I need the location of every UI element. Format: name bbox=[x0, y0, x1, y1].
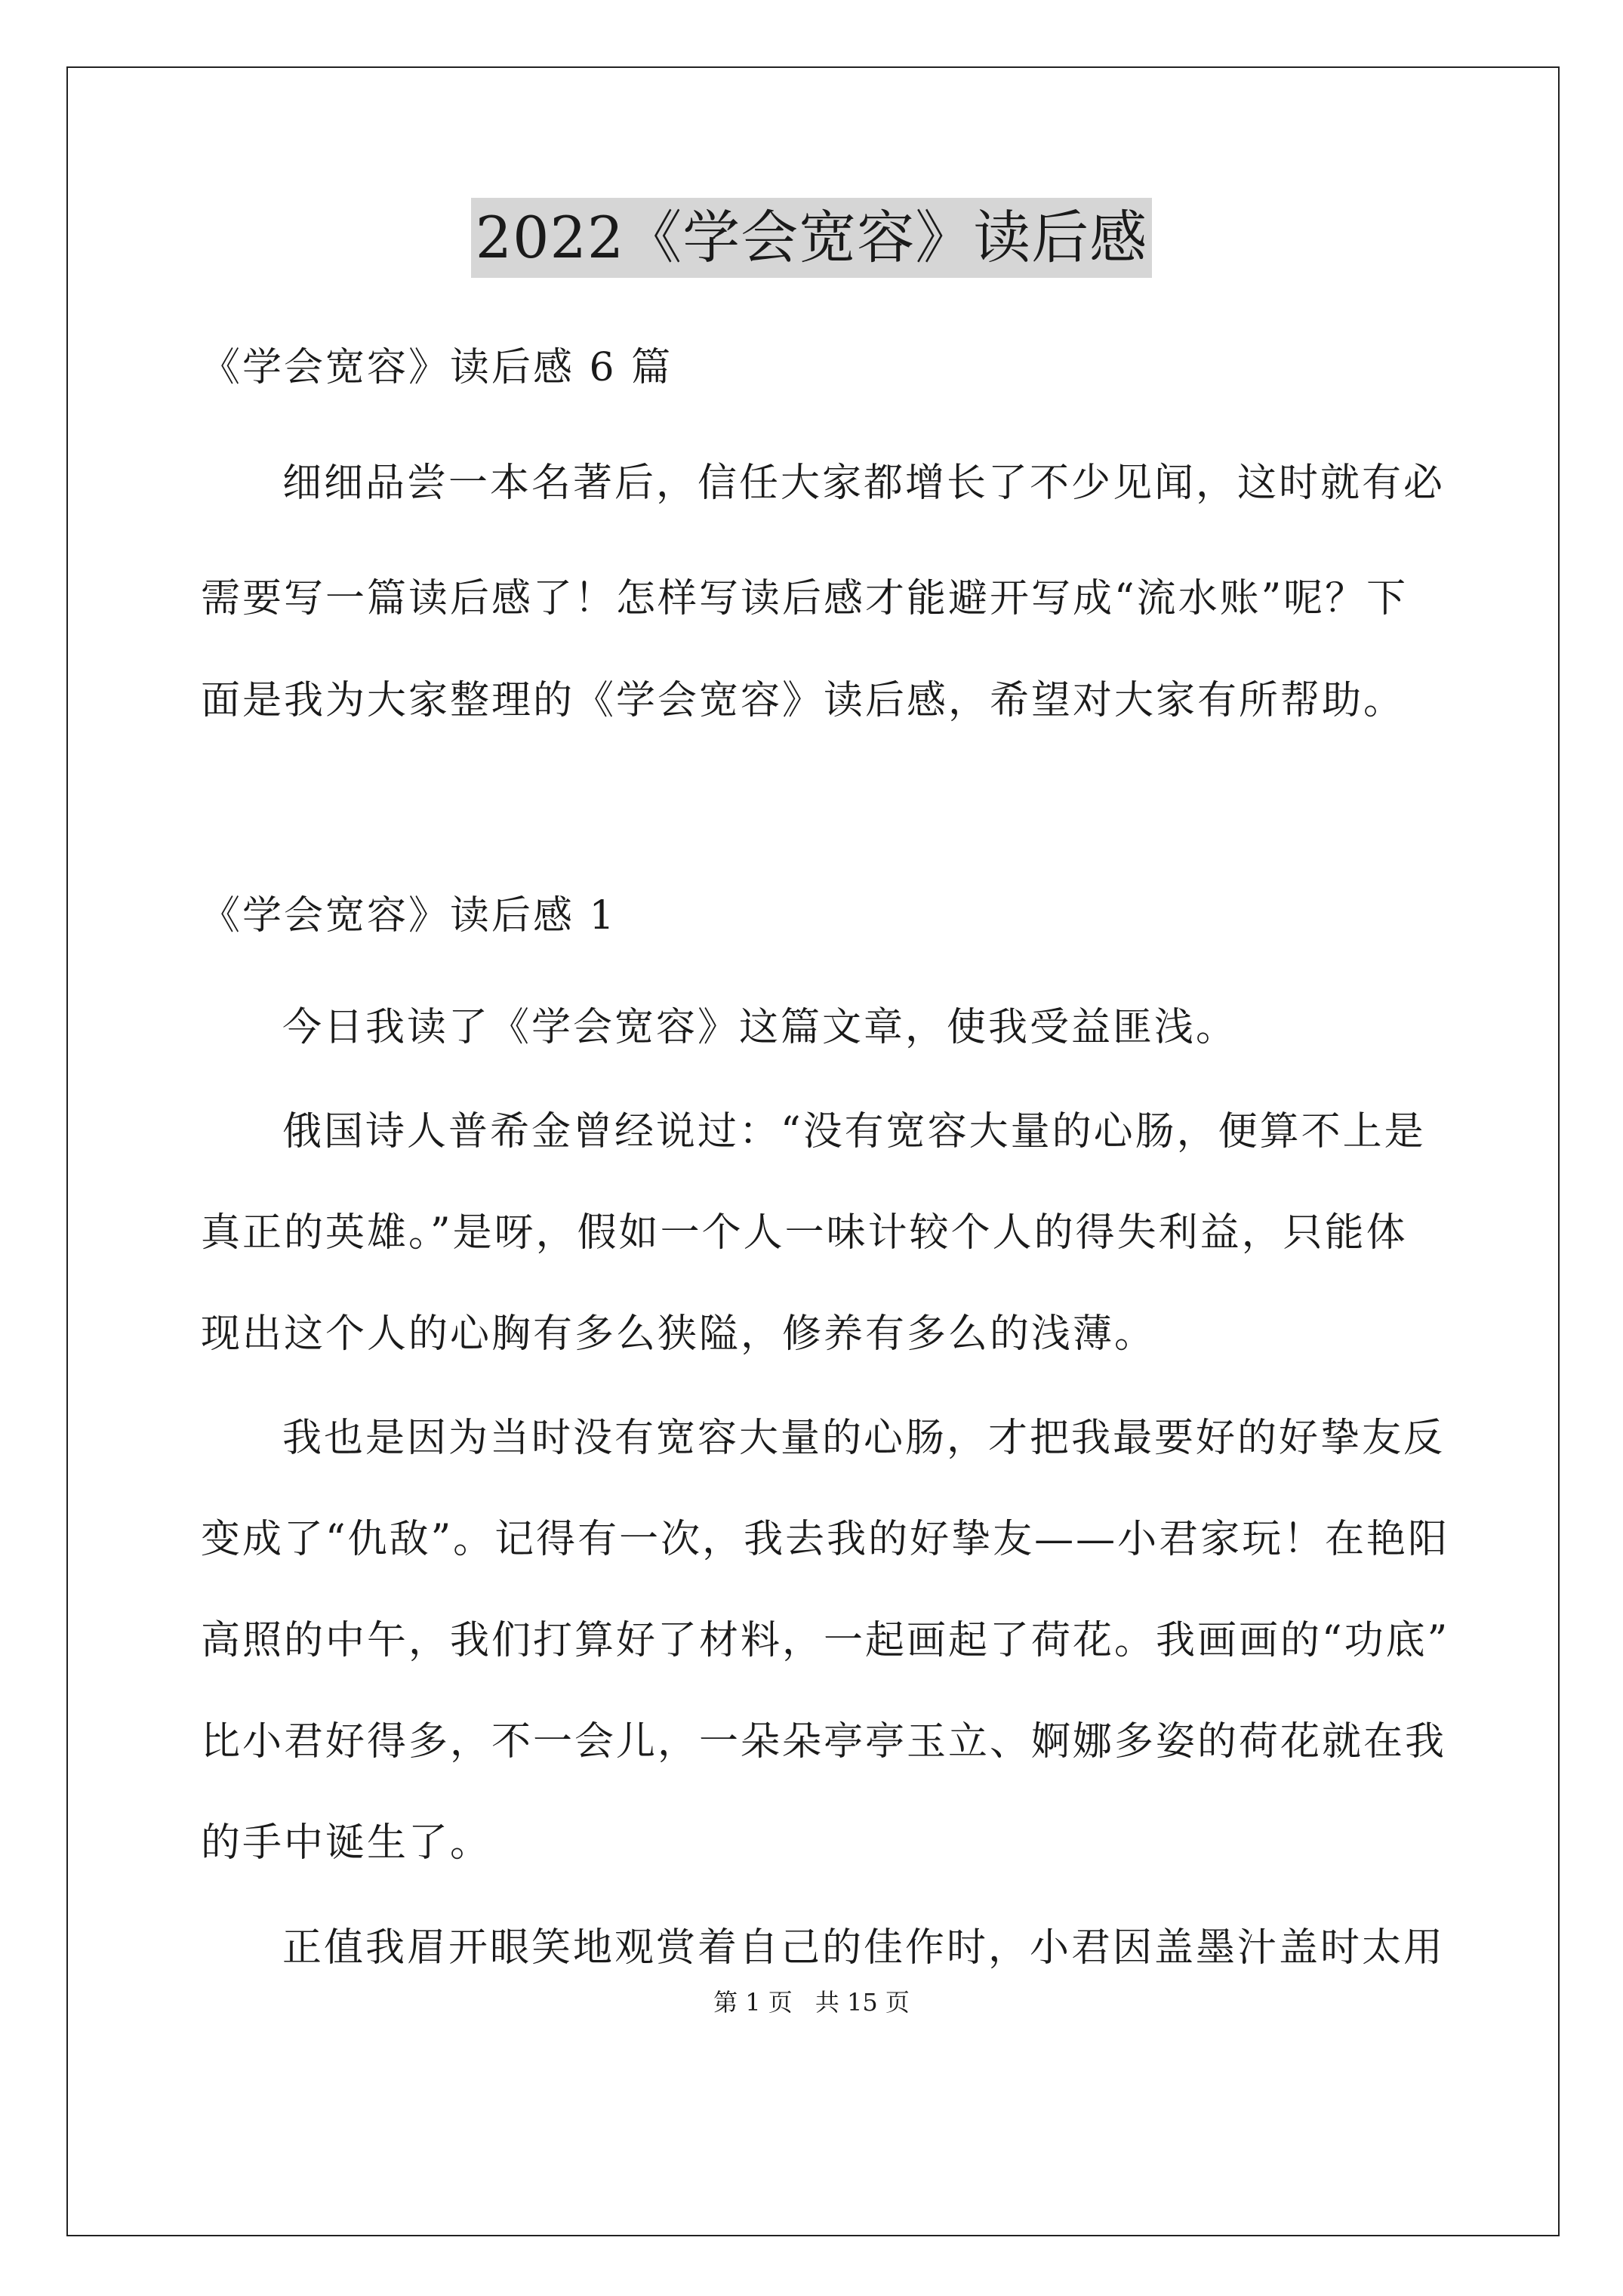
page-footer bbox=[0, 1987, 1623, 2017]
page-total: 共 15 页 bbox=[815, 1988, 910, 2017]
page-number: 第 1 页 bbox=[713, 1988, 793, 2017]
paragraph-line: 比小君好得多，不一会儿，一朵朵亭亭玉立、婀娜多姿的荷花就在我 bbox=[201, 1719, 1447, 1764]
paragraph-line: 面是我为大家整理的《学会宽容》读后感，希望对大家有所帮助。 bbox=[201, 678, 1406, 723]
document-title: 2022《学会宽容》读后感 bbox=[471, 198, 1152, 278]
paragraph-line: 我也是因为当时没有宽容大量的心肠，才把我最要好的好挚友反 bbox=[282, 1416, 1446, 1461]
paragraph-line: 真正的英雄。”是呀，假如一个人一味计较个人的得失利益，只能体 bbox=[201, 1210, 1408, 1256]
paragraph-line: 变成了“仇敌”。记得有一次，我去我的好挚友——小君家玩！在艳阳 bbox=[201, 1517, 1450, 1562]
paragraph-line: 的手中诞生了。 bbox=[201, 1820, 492, 1866]
subtitle-line: 《学会宽容》读后感 6 篇 bbox=[201, 345, 673, 390]
paragraph-line: 现出这个人的心胸有多么狭隘，修养有多么的浅薄。 bbox=[201, 1311, 1156, 1357]
paragraph-line: 高照的中午，我们打算好了材料，一起画起了荷花。我画画的“功底” bbox=[201, 1618, 1450, 1663]
title-container bbox=[0, 198, 1623, 278]
section-heading: 《学会宽容》读后感 1 bbox=[201, 893, 617, 938]
paragraph-line: 俄国诗人普希金曾经说过：“没有宽容大量的心肠，便算不上是 bbox=[282, 1109, 1426, 1154]
paragraph-line: 需要写一篇读后感了！怎样写读后感才能避开写成“流水账”呢？下 bbox=[201, 576, 1409, 621]
paragraph-line: 正值我眉开眼笑地观赏着自己的佳作时，小君因盖墨汁盖时太用 bbox=[282, 1925, 1446, 1971]
paragraph-line: 细细品尝一本名著后，信任大家都增长了不少见闻，这时就有必 bbox=[282, 461, 1446, 506]
paragraph-line: 今日我读了《学会宽容》这篇文章，使我受益匪浅。 bbox=[282, 1005, 1238, 1050]
